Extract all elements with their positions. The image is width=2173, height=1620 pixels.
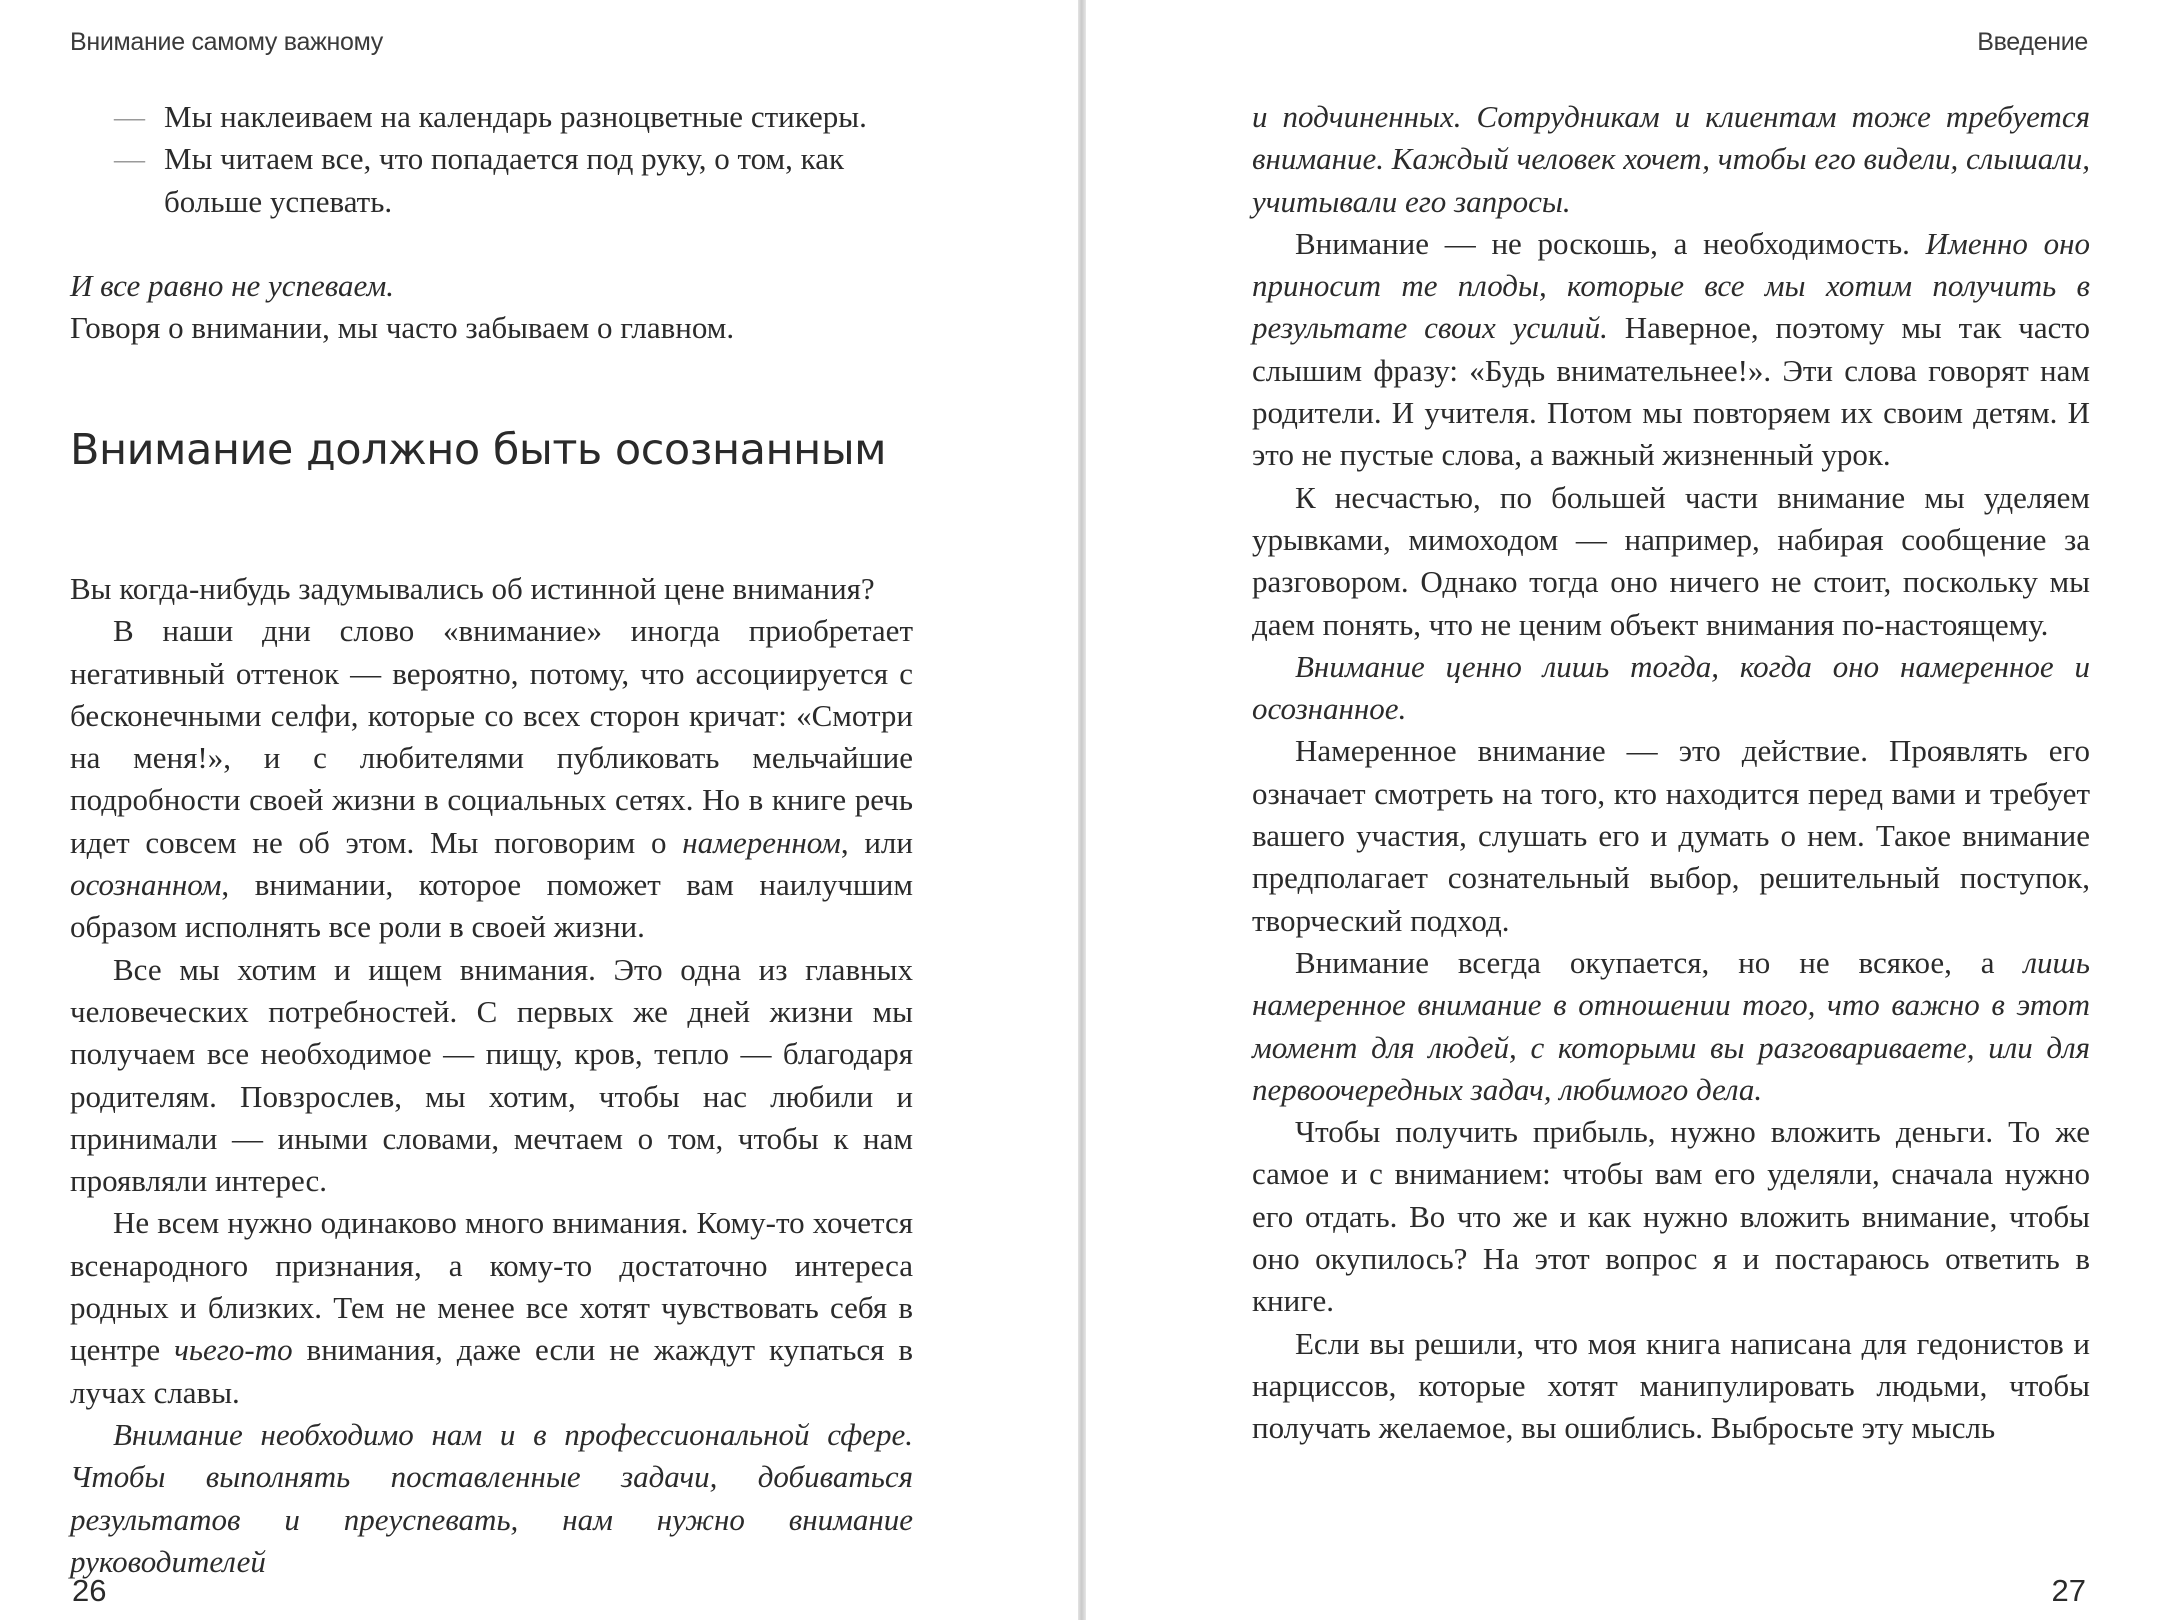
paragraph: Если вы решили, что моя книга написана для гедонистов и нарциссов, которые хотят манипулировать людьми, чтобы получать желаемое, вы ошиблись. Выбросьте эту мысль: [1252, 1325, 2090, 1446]
paragraph-text: В наши дни слово «внимание» иногда приобретает негативный оттенок — вероятно, потому, что ассоциируется с бесконечными селфи, которые со всех сторон кричат: «Смотри на меня!», и с любителями публиковать мельчайшие подробности своей жизни в социальных сетях. Но в книге речь идет совсем не об этом. Мы поговорим о: [70, 613, 913, 860]
plain-line: Говоря о внимании, мы часто забываем о главном.: [70, 310, 735, 346]
right-running-head: Введение: [1977, 28, 2088, 56]
emphasis: Внимание необходимо нам и в профессиональной сфере. Чтобы выполнять поставленные задачи, добиваться результатов и преуспевать, нам нужно внимание руководителей: [70, 1416, 913, 1579]
list-item-text: Мы наклеиваем на календарь разноцветные стикеры.: [164, 99, 867, 134]
paragraph: [1252, 223, 2090, 477]
paragraph-text: Наверное, поэтому мы так часто слышим фразу: «Будь внимательнее!». Эти слова говорят нам родители. И учителя. Потом мы повторяем их своим детям. И это не пустые слова, а важный жизненный урок.: [1252, 310, 2091, 473]
paragraph-text: Не всем нужно одинаково много внимания. Кому-то хочется всенародного признания, а кому-то достаточно интереса родных и близких. Тем не менее все хотят чувствовать себя в центре: [70, 1205, 913, 1368]
paragraph: [1252, 646, 2090, 731]
paragraph: Чтобы получить прибыль, нужно вложить деньги. То же самое и с вниманием: чтобы вам его уделяли, сначала нужно его отдать. Во что же и как нужно вложить внимание, чтобы оно окупилось? На этот вопрос я и постараюсь ответить в книге.: [1252, 1114, 2090, 1319]
paragraph: Вы когда-нибудь задумывались об истинной цене внимания?: [70, 571, 875, 606]
list-item-text: Мы читаем все, что попадается под руку, о том, как больше успевать.: [164, 141, 845, 219]
emphasis: Внимание ценно лишь тогда, когда оно намеренное и осознанное.: [1252, 648, 2090, 727]
emphasis: намеренном: [682, 824, 841, 860]
italic-line-text: И все равно не успеваем.: [70, 267, 395, 303]
paragraph-text: внимания, даже если не жаждут купаться в лучах славы.: [70, 1332, 913, 1410]
section-heading: Внимание должно быть осознанным: [70, 425, 887, 475]
paragraph-text: , или: [840, 824, 913, 860]
emphasis: осознанном: [70, 867, 222, 903]
paragraph-text: Внимание всегда окупается, но не всякое, а: [1295, 944, 2024, 980]
paragraph: К несчастью, по большей части внимание мы уделяем урывками, мимоходом — например, набирая сообщение за разговором. Однако тогда оно ничего не стоит, поскольку мы даем понять, что не ценим объект внимания по-настоящему.: [1252, 479, 2090, 642]
left-page: [0, 0, 1078, 1608]
emphasis: лишь намеренное внимание в отношении того, что важно в этот момент для людей, с которыми вы разговариваете, или для первоочередных задач, любимого дела.: [1252, 944, 2090, 1107]
emphasis: чьего-то: [174, 1332, 293, 1368]
paragraph: [1252, 96, 2090, 223]
left-intro-block: [70, 96, 913, 349]
book-gutter: [1078, 0, 1086, 1620]
right-page: [1086, 0, 2173, 1608]
left-page-number: 26: [72, 1573, 107, 1608]
emphasis: Именно оно приносит те плоды, которые все мы хотим получить в результате своих усилий.: [1252, 225, 2090, 346]
paragraph-text: Внимание — не роскошь, а необходимость.: [1295, 225, 1926, 261]
paragraph: Все мы хотим и ищем внимания. Это одна из главных человеческих потребностей. С первых же дней жизни мы получаем все необходимое — пищу, кров, тепло — благодаря родителям. Повзрослев, мы хотим, чтобы нас любили и принимали — иными словами, мечтаем о том, чтобы к нам проявляли интерес.: [70, 951, 913, 1199]
list-item: [70, 138, 913, 223]
paragraph-text: , внимании, которое поможет вам наилучшим образом исполнять все роли в своей жизни.: [70, 867, 913, 945]
paragraph: Намеренное внимание — это действие. Проявлять его означает смотреть на того, кто находится перед вами и требует вашего участия, слушать его и думать о нем. Такое внимание предполагает сознательный выбор, решительный поступок, творческий подход.: [1252, 733, 2090, 938]
emphasis: и подчиненных. Сотрудникам и клиентам тоже требуется внимание. Каждый человек хочет, чтобы его видели, слышали, учитывали его запросы.: [1252, 99, 2090, 219]
paragraph: [1252, 942, 2090, 1111]
left-running-head: Внимание самому важному: [70, 28, 383, 56]
dash-bullet: —: [114, 99, 145, 134]
dash-bullet: —: [114, 141, 145, 177]
right-page-number: 27: [2051, 1573, 2086, 1608]
paragraph: [70, 1414, 913, 1583]
paragraph: [70, 1202, 913, 1413]
left-body: [70, 568, 913, 1583]
paragraph: [70, 610, 913, 948]
italic-line: [70, 265, 913, 307]
list-item: [70, 96, 913, 138]
right-body: [1252, 96, 2090, 1450]
